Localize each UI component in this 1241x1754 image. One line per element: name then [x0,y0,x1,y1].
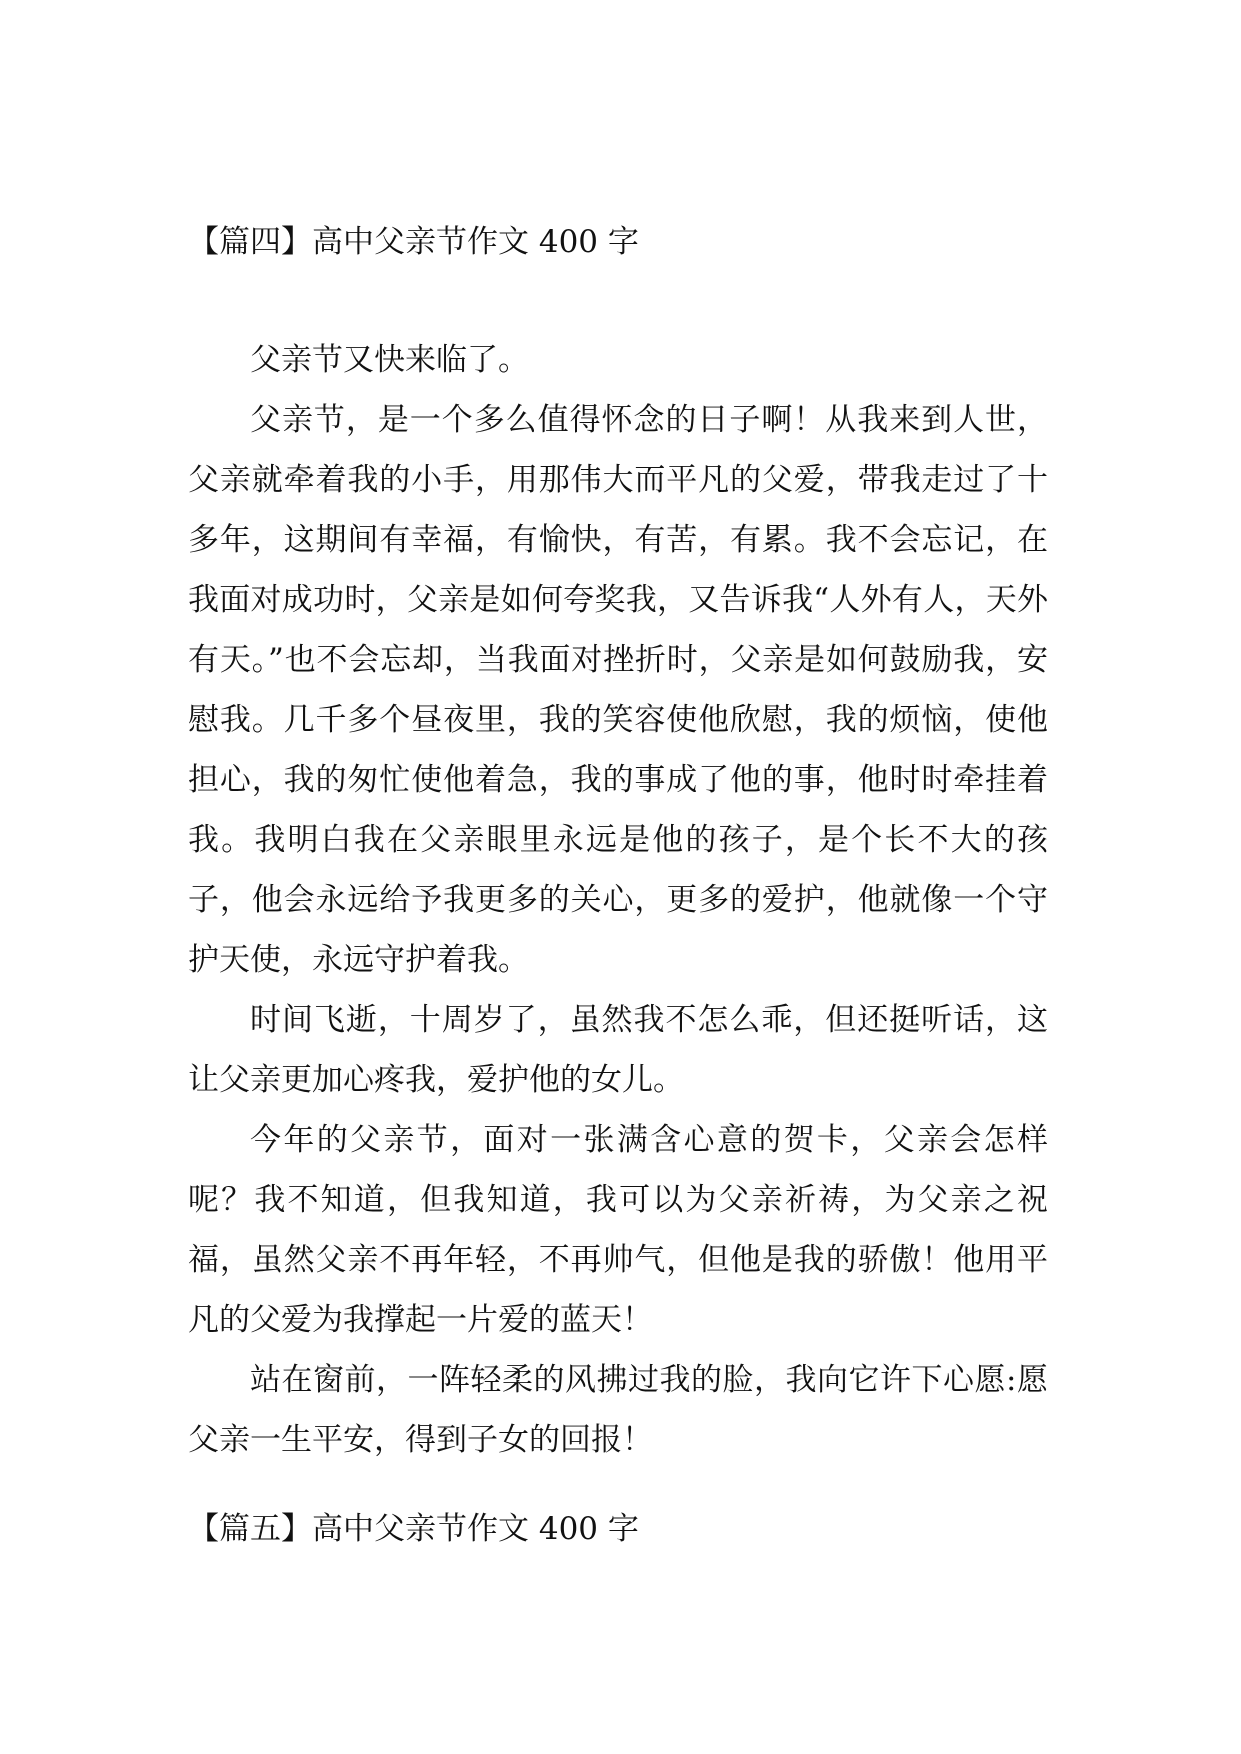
section-4-heading: 【篇四】高中父亲节作文 400 字 [188,224,639,260]
paragraph-1: 父亲节又快来临了。 [250,342,529,378]
paragraph-5: 站在窗前，一阵轻柔的风拂过我的脸，我向它许下心愿:愿父亲一生平安，得到子女的回报！ [188,1362,1048,1458]
paragraph-3: 时间飞逝，十周岁了，虽然我不怎么乖，但还挺听话，这让父亲更加心疼我，爱护他的女儿。 [188,1002,1048,1098]
paragraph-2: 父亲节，是一个多么值得怀念的日子啊！从我来到人世，父亲就牵着我的小手，用那伟大而平凡的父爱，带我走过了十多年，这期间有幸福，有愉快，有苦，有累。我不会忘记，在我面对成功时，父亲是如何夸奖我，又告诉我“人外有人，天外有天。”也不会忘却，当我面对挫折时，父亲是如何鼓励我，安慰我。几千多个昼夜里，我的笑容使他欣慰，我的烦恼，使他担心，我的匆忙使他着急，我的事成了他的事，他时时牵挂着我。我明白我在父亲眼里永远是他的孩子，是个长不大的孩子，他会永远给予我更多的关心，更多的爱护，他就像一个守护天使，永远守护着我。 [188,402,1048,978]
paragraph-4: 今年的父亲节，面对一张满含心意的贺卡，父亲会怎样呢？我不知道，但我知道，我可以为父亲祈祷，为父亲之祝福，虽然父亲不再年轻，不再帅气，但他是我的骄傲！他用平凡的父爱为我撑起一片爱的蓝天！ [188,1122,1048,1338]
section-5-heading: 【篇五】高中父亲节作文 400 字 [188,1511,639,1547]
section-4-body [188,330,1048,1470]
